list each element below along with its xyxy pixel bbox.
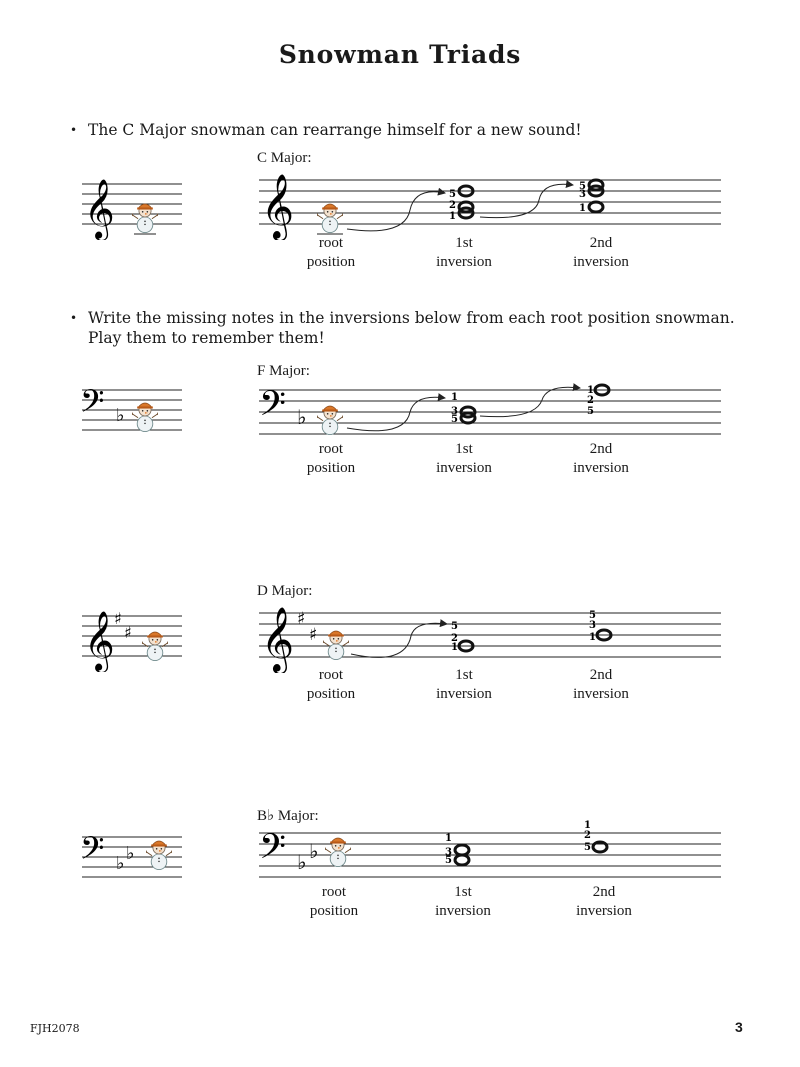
chord-notes xyxy=(589,180,603,212)
chord-name: B♭ Major: xyxy=(257,808,319,824)
second-inversion-label: 2nd inversion xyxy=(573,441,629,476)
chord-notes xyxy=(455,845,469,865)
finger-number: 5 xyxy=(451,621,458,632)
chord-notes xyxy=(461,407,475,423)
treble-clef-icon: 𝄞 xyxy=(84,179,115,239)
first-inversion-label: 1st inversion xyxy=(436,235,492,270)
finger-number: 1 xyxy=(579,203,586,214)
finger-number: 2 xyxy=(584,830,591,841)
second-inversion-label: 2nd inversion xyxy=(573,667,629,702)
finger-number: 5 xyxy=(587,406,594,417)
second-inversion-label: 2nd inversion xyxy=(573,235,629,270)
finger-number: 2 xyxy=(451,633,458,644)
first-inversion-label: 1st inversion xyxy=(435,884,491,919)
finger-number: 3 xyxy=(445,847,452,858)
arrow-icon xyxy=(347,397,445,431)
treble-clef-icon: 𝄞 xyxy=(84,611,115,671)
finger-number: 5 xyxy=(451,414,458,425)
finger-number: 3 xyxy=(451,406,458,417)
finger-number: 5 xyxy=(445,855,452,866)
page-number: 3 xyxy=(735,1019,743,1035)
small-staff xyxy=(78,170,188,240)
instruction-2: • Write the missing notes in the inversions below from each root position snowman. Play them to remember them! xyxy=(70,309,735,347)
small-staff xyxy=(78,825,188,887)
finger-number: 1 xyxy=(451,642,458,653)
finger-number: 1 xyxy=(589,632,596,643)
grand-staff xyxy=(255,372,725,447)
finger-number: 5 xyxy=(589,610,596,621)
finger-number: 3 xyxy=(579,189,586,200)
instruction-1: • The C Major snowman can rearrange himself for a new sound! xyxy=(70,121,582,139)
finger-number: 1 xyxy=(449,211,456,222)
finger-number: 5 xyxy=(449,189,456,200)
bass-clef-icon: 𝄢 xyxy=(259,826,287,875)
small-staff xyxy=(78,602,188,672)
sharp-icon: ♯ xyxy=(114,609,122,628)
flat-icon: ♭ xyxy=(297,850,307,874)
grand-staff xyxy=(255,815,725,890)
flat-icon: ♭ xyxy=(297,405,307,429)
finger-number: 3 xyxy=(589,620,596,631)
arrow-icon xyxy=(351,623,447,657)
snowman-icon xyxy=(324,838,352,867)
finger-number: 2 xyxy=(449,200,456,211)
grand-staff xyxy=(255,598,725,673)
arrow-icon xyxy=(347,192,445,231)
snowman-icon xyxy=(131,204,159,233)
treble-clef-icon: 𝄞 xyxy=(261,174,295,239)
bass-clef-icon: 𝄢 xyxy=(80,383,105,427)
flat-icon: ♭ xyxy=(116,853,125,874)
grand-staff xyxy=(255,165,725,240)
sharp-icon: ♯ xyxy=(124,623,132,642)
treble-clef-icon: 𝄞 xyxy=(261,607,295,672)
chord-name: F Major: xyxy=(257,363,310,379)
chord-name: C Major: xyxy=(257,150,312,166)
snowman-icon xyxy=(316,204,344,233)
finger-number: 5 xyxy=(579,181,586,192)
finger-number: 2 xyxy=(587,395,594,406)
sharp-icon: ♯ xyxy=(309,625,318,645)
snowman-icon xyxy=(131,403,159,432)
bass-clef-icon: 𝄢 xyxy=(80,830,105,874)
bullet-icon: • xyxy=(70,123,78,137)
first-inversion-label: 1st inversion xyxy=(436,441,492,476)
finger-number: 1 xyxy=(587,385,594,396)
chord-name: D Major: xyxy=(257,583,313,599)
finger-number: 1 xyxy=(584,820,591,831)
page-title: Snowman Triads xyxy=(278,40,522,69)
snowman-icon xyxy=(316,406,344,435)
bullet-icon: • xyxy=(70,311,78,325)
finger-number: 5 xyxy=(584,842,591,853)
flat-icon: ♭ xyxy=(309,839,319,863)
footer-code: FJH2078 xyxy=(30,1022,80,1035)
small-staff xyxy=(78,378,188,440)
root-position-label: root position xyxy=(306,441,356,476)
flat-icon: ♭ xyxy=(126,843,135,864)
bass-clef-icon: 𝄢 xyxy=(259,383,287,432)
chord-notes xyxy=(593,842,607,852)
finger-number: 1 xyxy=(445,833,452,844)
second-inversion-label: 2nd inversion xyxy=(576,884,632,919)
root-position-label: root position xyxy=(309,884,359,919)
first-inversion-label: 1st inversion xyxy=(436,667,492,702)
sharp-icon: ♯ xyxy=(297,609,306,629)
root-position-label: root position xyxy=(306,235,356,270)
root-position-label: root position xyxy=(306,667,356,702)
flat-icon: ♭ xyxy=(116,405,125,426)
snowman-icon xyxy=(145,841,173,870)
finger-number: 1 xyxy=(451,392,458,403)
